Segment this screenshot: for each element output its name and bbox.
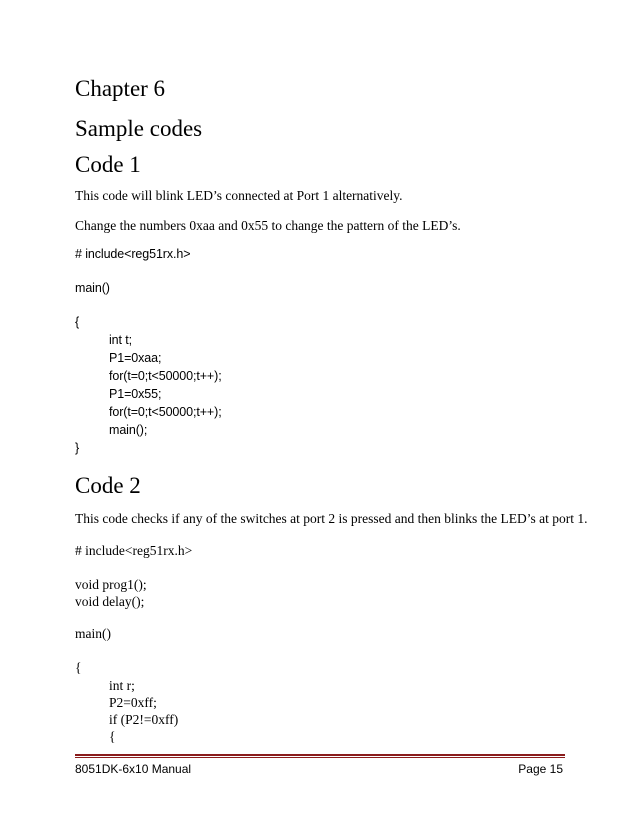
chapter-heading: Chapter 6	[75, 76, 166, 101]
code1-description: This code will blink LED’s connected at Port 1 alternatively.	[75, 188, 403, 203]
code2-line-if: if (P2!=0xff)	[109, 712, 179, 727]
chapter-subheading: Sample codes	[75, 116, 203, 141]
code2-line-inner-brace: {	[109, 729, 116, 744]
code2-line-open-brace: {	[75, 660, 82, 675]
code1-line-close-brace: }	[75, 441, 80, 455]
footer-manual-title: 8051DK-6x10 Manual	[75, 762, 192, 776]
code1-instruction: Change the numbers 0xaa and 0x55 to change the pattern of the LED’s.	[75, 218, 461, 233]
code1-line-open-brace: {	[75, 315, 80, 329]
code1-line-main-call: main();	[109, 423, 148, 437]
code1-line-int-t: int t;	[109, 333, 133, 347]
code1-heading: Code 1	[75, 152, 141, 177]
code1-line-for-1: for(t=0;t<50000;t++);	[109, 369, 222, 383]
code1-line-for-2: for(t=0;t<50000;t++);	[109, 405, 222, 419]
code2-line-main: main()	[75, 626, 111, 641]
code2-line-p2-ff: P2=0xff;	[109, 695, 157, 710]
footer-rule-thick	[75, 754, 565, 756]
code1-line-p1-55: P1=0x55;	[109, 387, 162, 401]
code2-line-delay: void delay();	[75, 594, 145, 609]
footer-page-number: Page 15	[518, 762, 563, 776]
code2-line-include: # include<reg51rx.h>	[75, 543, 193, 558]
code1-line-p1-aa: P1=0xaa;	[109, 351, 162, 365]
code2-line-prog1: void prog1();	[75, 577, 147, 592]
code1-line-main: main()	[75, 281, 110, 295]
code2-line-int-r: int r;	[109, 678, 135, 693]
code2-description: This code checks if any of the switches at port 2 is pressed and then blinks the LED’s at port 1.	[75, 511, 588, 526]
code1-line-include: # include<reg51rx.h>	[75, 247, 191, 261]
footer-rule-thin	[75, 757, 565, 758]
code2-heading: Code 2	[75, 473, 141, 498]
